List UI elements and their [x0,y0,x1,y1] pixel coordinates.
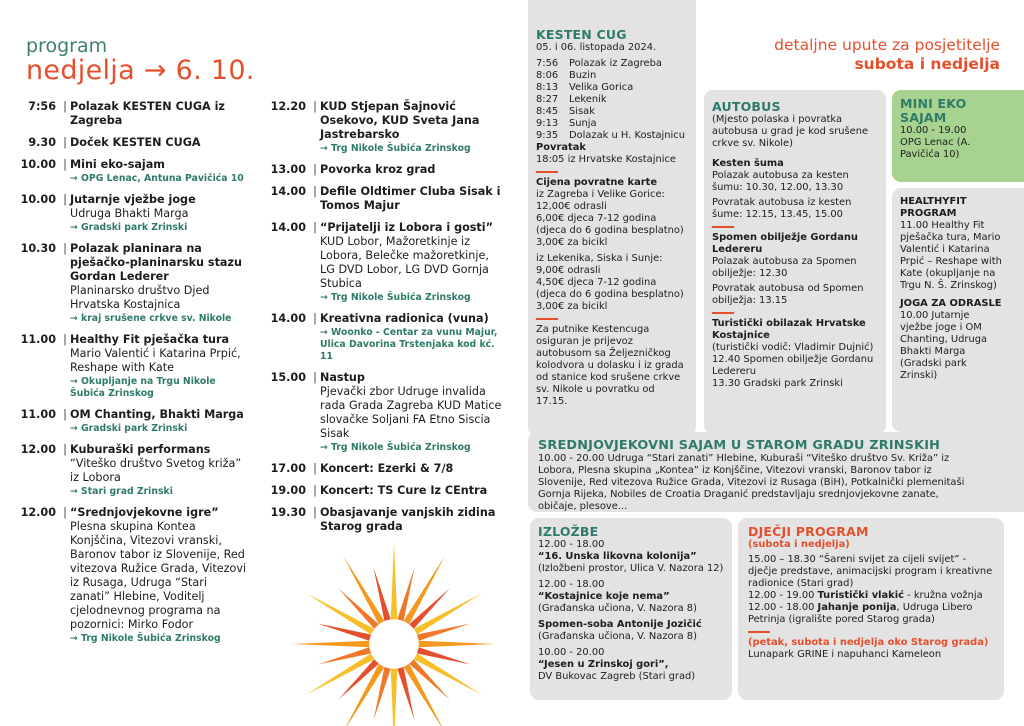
event-title: Mini eko-sajam [70,158,165,171]
timetable-place: Buzin [569,70,597,81]
timetable-place: Sunja [569,118,597,129]
price-line: 3,00€ za bicikl [536,237,608,248]
event-body [320,462,502,476]
izlozba-place: (Građanska učiona, V. Nazora 8) [538,603,697,614]
prices-a-label: iz Zagreba i Velike Gorice: [536,189,665,200]
autobus-s2-title: Spomen obilježje Gordanu Ledereru [712,232,858,255]
details-line-2: subota i nedjelja [854,55,1000,73]
event-time: 19.00 [270,484,306,497]
sun-ray [292,641,369,648]
autobus-s1-b: Povratak autobusa iz kesten šume: 12.15, 13.45, 15.00 [712,197,852,220]
divider [536,171,558,173]
event-name: Turistički vlakić [817,590,904,601]
event-body [320,371,502,454]
event-location: → Trg Nikole Šubića Zrinskog [320,292,471,303]
event-body [320,312,502,363]
event-title: Polazak planinara na pješačko-planinarsku stazu Gordan Lederer [70,242,242,283]
separator-bar: | [63,408,67,421]
price-line: 3,00€ za bicikl [536,301,608,312]
event-time: 10.00 [20,158,56,171]
schedule-event [266,221,502,304]
sun-ray [391,542,398,619]
djecji-program-panel [738,518,1004,700]
event-time: 15.00 [270,371,306,384]
time-text: 12.00 - 18.00 [748,602,818,613]
event-time: 17.00 [270,462,306,475]
price-line: 4,50€ djeca 7-12 godina [536,277,657,288]
details-line-1: detaljne upute za posjetitelje [774,36,1000,54]
djecji-line-3 [748,602,994,626]
event-description: Plesna skupina Kontea Konjščina, Vitezovi vranski, Baronov tabor iz Slovenije, Red vitezova Ružice Grada, Vitezovi iz Rusaga, Udruga “Stari zanati” Hlebine, Voditelj cjelodnevnog programa na pozornici: Mirko Fodor [70,520,247,631]
divider [712,312,734,314]
mini-place: OPG Lenac (A. Pavičića 10) [900,137,971,160]
separator-bar: | [63,506,67,519]
sajam-title: SREDNJOVJEKOVNI SAJAM U STAROM GRADU ZRINSKIH [538,438,941,453]
event-time: 10.00 [20,193,56,206]
event-time: 11.00 [20,408,56,421]
event-title: Koncert: Ezerki & 7/8 [320,462,454,475]
event-title: “Srednjovjekovne igre” [70,506,219,519]
event-time: 19.30 [270,506,306,519]
schedule-event [16,333,248,400]
event-location: → Gradski park Zrinski [70,423,188,434]
izlozba-time: 12.00 - 18.00 [538,579,605,590]
schedule-column-2 [266,100,502,542]
separator-bar: | [313,312,317,325]
izlozba-place: DV Bukovac Zagreb (Stari grad) [538,671,696,682]
timetable-row [536,106,688,118]
izlozba-place: (Izložbeni prostor, Ulica V. Nazora 12) [538,563,724,574]
schedule-event [266,100,502,155]
timetable-row [536,130,688,142]
schedule-event [266,185,502,213]
schedule-event [16,193,248,234]
timetable-time: 9:13 [536,118,559,129]
timetable-row [536,58,688,70]
separator-bar: | [313,100,317,113]
details-heading [700,36,1000,74]
event-time: 12.00 [20,443,56,456]
event-body [70,242,248,325]
event-desc: - kružna vožnja [903,590,983,601]
event-time: 14.00 [270,312,306,325]
mini-time: 10.00 - 19.00 [900,125,967,136]
sun-ray [419,641,496,648]
separator-bar: | [63,100,67,113]
separator-bar: | [313,221,317,234]
event-title: OM Chanting, Bhakti Marga [70,408,244,421]
schedule-column-1 [16,100,248,653]
sajam-text: 10.00 - 20.00 Udruga “Stari zanati” Hlebine, Kuburaši “Viteško društvo Sv. Križa” iz Lobora, Plesna skupina „Kontea” iz Konjščine, Vitezovi vranski, Baronov tabor iz Slovenije, Red vitezova Ružice Grada, Vitezovi iz Rusaga (BiH), Potkalnički plemenitaši Gornja Rijeka, Nobiles de Croatia Draganić predstavljaju srednjovjekovne zanate, običaje, plesove... [538,453,965,512]
program-heading [26,36,255,86]
event-title: Povorka kroz grad [320,163,436,176]
event-body [320,185,502,213]
prices-b-label: iz Lekenika, Siska i Sunje: [536,253,663,264]
timetable-place: Sisak [569,106,595,117]
event-time: 12.20 [270,100,306,113]
djecji-sub: (subota i nedjelja) [748,539,850,550]
event-location: → Trg Nikole Šubića Zrinskog [70,633,221,644]
event-title: Kuburaški performans [70,443,211,456]
event-location: → Trg Nikole Šubića Zrinskog [320,143,471,154]
event-body [70,333,248,400]
price-line: 12,00€ odrasli [536,201,607,212]
schedule-event [266,506,502,534]
timetable-time: 8:06 [536,70,559,81]
event-title: Koncert: TS Cure Iz CEntra [320,484,488,497]
event-title: Kreativna radionica (vuna) [320,312,489,325]
djecji-line-4: Lunapark GRINE i napuhanci Kameleon [748,649,942,660]
joga-text: 10.00 Jutarnje vježbe joge i OM Chanting, Udruga Bhakti Marga (Gradski park Zrinski) [900,310,988,381]
event-description: “Viteško društvo Svetog križa” iz Lobora [70,457,242,484]
kesten-dates: 05. i 06. listopada 2024. [536,42,657,53]
schedule-event [16,443,248,498]
kesten-return-text: 18:05 iz Hrvatske Kostajnice [536,154,676,165]
event-title: Polazak KESTEN CUGA iz Zagreba [70,100,225,127]
divider [536,318,558,320]
schedule-event [266,462,502,476]
event-location: → Woonko - Centar za vunu Majur, Ulica Davorina Trstenjaka kod kć. 11 [320,327,498,362]
event-body [320,484,502,498]
event-body [320,506,502,534]
timetable-time: 8:27 [536,94,559,105]
price-line: 6,00€ djeca 7-12 godina [536,213,657,224]
price-line: (djeca do 6 godina besplatno) [536,225,684,236]
event-title: Jutarnje vježbe joge [70,193,196,206]
timetable-time: 8:45 [536,106,559,117]
event-location: → Gradski park Zrinski [70,222,188,233]
separator-bar: | [313,185,317,198]
autobus-s1-title: Kesten šuma [712,158,784,169]
program-label: program [26,35,108,57]
event-title: Healthy Fit pješačka tura [70,333,230,346]
divider [748,631,770,633]
separator-bar: | [63,136,67,149]
izlozba-title: “Jesen u Zrinskoj gori”, [538,659,669,670]
event-description: KUD Lobor, Mažoretkinje iz Lobora, Belečke mažoretkinje, LG DVD Lobor, LG DVD Gornja Stubica [320,235,489,290]
healthy-title: HEALTHYFIT PROGRAM [900,196,967,219]
izlozbe-title: IZLOŽBE [538,524,599,539]
event-name: Jahanje ponija [817,602,897,613]
event-time: 14.00 [270,185,306,198]
kesten-title: KESTEN CUG [536,27,627,42]
izlozba-title: “16. Unska likovna kolonija” [538,551,697,562]
event-location: → Stari grad Zrinski [70,486,173,497]
izlozba-place: (Građanska učiona, V. Nazora 8) [538,631,697,642]
separator-bar: | [63,193,67,206]
izlozba-time: 10.00 - 20.00 [538,647,605,658]
schedule-event [266,312,502,363]
event-title: Obasjavanje vanjskih zidina Starog grada [320,506,496,533]
event-time: 13.00 [270,163,306,176]
joga-title: JOGA ZA ODRASLE [900,298,1002,309]
event-body [320,163,502,177]
sun-ray [391,669,398,726]
event-body [70,193,248,234]
separator-bar: | [313,506,317,519]
event-body [70,408,248,435]
separator-bar: | [63,242,67,255]
kesten-return-label: Povratak [536,142,586,153]
autobus-s3-c: 13.30 Gradski park Zrinski [712,378,843,389]
event-title: Nastup [320,371,365,384]
schedule-event [16,408,248,435]
price-line: (djeca do 6 godina besplatno) [536,289,684,300]
autobus-intro: (Mjesto polaska i povratka autobusa u grad je kod srušene crkve sv. Nikole) [712,114,869,149]
event-body [70,506,248,645]
event-description: Planinarsko društvo Djed Hrvatska Kostajnica [70,284,210,311]
kesten-timetable [536,58,688,142]
schedule-event [266,484,502,498]
program-date: nedjelja → 6. 10. [26,55,255,86]
event-time: 7:56 [28,100,56,113]
timetable-time: 7:56 [536,58,559,69]
event-title: KUD Stjepan Šajnović Osekovo, KUD Sveta Jana Jastrebarsko [320,100,480,141]
schedule-event [266,371,502,454]
mini-title: MINI EKO SAJAM [900,96,967,125]
djecji-line-2 [748,590,994,602]
autobus-s3-a: (turistički vodič: Vladimir Dujnić) [712,342,874,353]
separator-bar: | [63,443,67,456]
event-time: 9.30 [28,136,56,149]
event-body [70,136,248,150]
autobus-panel [704,90,886,434]
timetable-time: 8:13 [536,82,559,93]
event-description: Pjevački zbor Udruge invalida rada Grada Zagreba KUD Matice slovačke Soljani FA Etno Siscia Sisak [320,385,502,440]
izlozba-title: “Kostajnice koje nema” [538,591,670,602]
autobus-s3-b: 12.40 Spomen obilježje Gordanu Ledereru [712,354,874,377]
izlozba-title: Spomen-soba Antonije Jozičić [538,619,702,630]
autobus-s2-a: Polazak autobusa za Spomen obilježje: 12.30 [712,256,857,279]
kesten-note: Za putnike Kestencuga osiguran je prijevoz autobusom sa Željezničkog kolodvora u dolasku i iz grada od stanice kod srušene crkve sv. Nikole u povratku od 17.15. [536,324,684,407]
healthy-text: 11.00 Healthy Fit pješačka tura, Mario Valentić i Katarina Prpić – Reshape with Kate (okupljanje na Trgu N. Š. Zrinskog) [900,220,1002,291]
schedule-event [266,163,502,177]
timetable-place: Dolazak u H. Kostajnicu [569,130,685,141]
timetable-row [536,70,688,82]
autobus-s2-b: Povratak autobusa od Spomen obilježja: 13.15 [712,283,864,306]
schedule-event [16,242,248,325]
event-body [70,158,248,185]
separator-bar: | [313,163,317,176]
event-body [70,100,248,128]
event-time: 14.00 [270,221,306,234]
izlozbe-panel [530,518,732,700]
event-time: 12.00 [20,506,56,519]
event-title: Doček KESTEN CUGA [70,136,201,149]
schedule-event [16,100,248,128]
djecji-line-1: 15.00 – 18.30 “Šareni svijet za cijeli svijet” - dječje predstave, animacijski program i kreativne radionice (Stari grad) [748,554,993,589]
event-title: Defile Oldtimer Cluba Sisak i Tomos Majur [320,185,501,212]
schedule-event [16,158,248,185]
event-location: → Trg Nikole Šubića Zrinskog [320,442,471,453]
timetable-time: 9:35 [536,130,559,141]
event-description: Udruga Bhakti Marga [70,207,189,220]
divider [712,226,734,228]
prices-title: Cijena povratne karte [536,177,658,188]
time-text: 12.00 - 19.00 [748,590,818,601]
mini-eko-sajam-panel [892,90,1024,182]
event-body [320,221,502,304]
event-body [70,443,248,498]
event-location: → kraj srušene crkve sv. Nikole [70,313,232,324]
price-line: 9,00€ odrasli [536,265,601,276]
event-description: Mario Valentić i Katarina Prpić, Reshape with Kate [70,347,241,374]
djecji-sub-2: (petak, subota i nedjelja oko Starog grada) [748,637,989,648]
separator-bar: | [63,333,67,346]
sun-center [371,621,417,667]
event-body [320,100,502,155]
timetable-row [536,118,688,130]
kesten-cug-panel [528,0,696,436]
schedule-event [16,506,248,645]
event-time: 10.30 [20,242,56,255]
event-title: “Prijatelji iz Lobora i gosti” [320,221,493,234]
separator-bar: | [313,484,317,497]
schedule-event [16,136,248,150]
srednjovjekovni-sajam-panel [528,432,1024,512]
event-desc: , Udruga Libero Petrinja (igralište pored Starog grada) [748,602,973,625]
sun-decoration-icon [290,540,498,726]
timetable-row [536,82,688,94]
djecji-title: DJEČJI PROGRAM [748,524,869,539]
timetable-row [536,94,688,106]
timetable-place: Velika Gorica [569,82,634,93]
timetable-place: Lekenik [569,94,607,105]
event-location: → Okupljanje na Trgu Nikole Šubića Zrinskog [70,376,216,399]
timetable-place: Polazak iz Zagreba [569,58,662,69]
healthyfit-panel [892,188,1024,432]
izlozba-time: 12.00 - 18.00 [538,539,605,550]
autobus-s1-a: Polazak autobusa za kesten šumu: 10.30, 12.00, 13.30 [712,170,849,193]
event-location: → OPG Lenac, Antuna Pavičića 10 [70,173,244,184]
autobus-title: AUTOBUS [712,99,781,114]
separator-bar: | [313,371,317,384]
event-time: 11.00 [20,333,56,346]
autobus-s3-title: Turistički obilazak Hrvatske Kostajnice [712,318,866,341]
separator-bar: | [313,462,317,475]
separator-bar: | [63,158,67,171]
